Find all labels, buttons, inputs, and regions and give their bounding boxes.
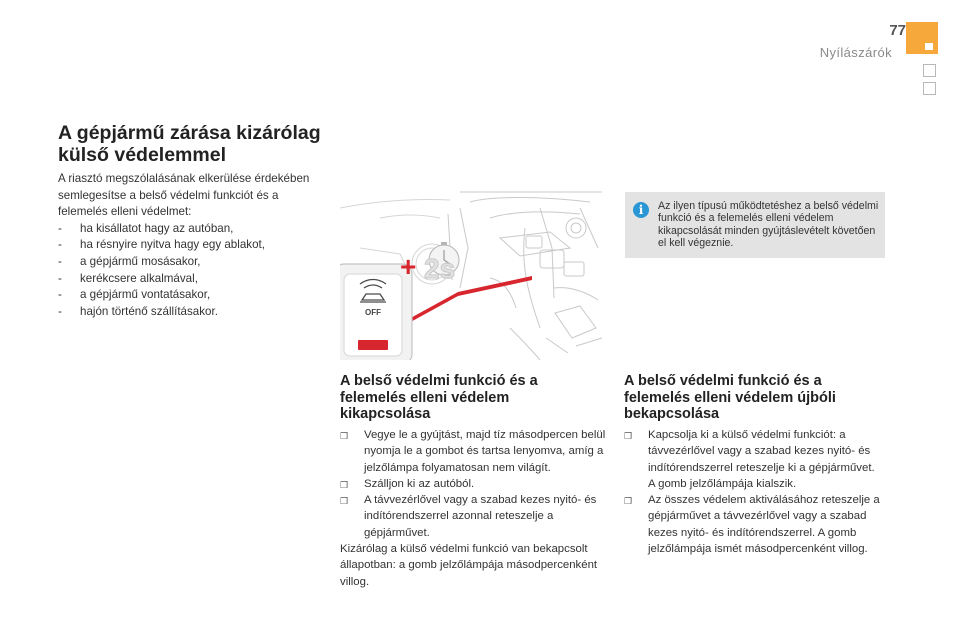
chapter-tab [906,22,938,54]
checkbox-bullet-icon: ❒ [624,496,633,507]
list-item: - a gépjármű mosásakor, [58,254,328,271]
list-item: - kerékcsere alkalmával, [58,271,328,288]
checkbox-bullet-icon: ❒ [340,431,349,441]
info-text: Az ilyen típusú működtetéshez a belső védelmi funkció és a felemelés elleni védelem kikapcsolását minden gyújtáslevételt követően el kell végeznie. [658,200,879,250]
section-name: Nyílászárók [819,45,892,60]
section-title-reactivation: A belső védelmi funkció és a felemelés elleni védelem újbóli bekapcsolása [624,373,836,422]
list-item: - a gépjármű vontatásakor, [58,287,328,304]
deactivation-note: Kizárólag a külső védelmi funkció van bekapcsolt állapotban: a gomb jelzőlámpája másodpercenként villog. [340,543,598,588]
tab-box-icon [923,82,936,95]
section-title-deactivation: A belső védelmi funkció és a felemelés elleni védelem kikapcsolása [340,373,538,422]
tab-box-icon [923,64,936,77]
dash-marker: - [58,288,62,302]
situation-list [58,221,328,321]
list-item: - ha résnyire nyitva hagy egy ablakot, [58,237,328,254]
tab-marker-icon [925,43,933,50]
info-box [625,192,885,258]
svg-text:+: + [400,251,417,282]
page-title: A gépjármű zárása kizárólag külső védelemmel [58,122,321,166]
svg-text:2s: 2s [424,253,456,284]
list-item: ❒ A távvezérlővel vagy a szabad kezes nyitó- és indítórendszerrel azonnal reteszelje a gépjárművet. [340,494,597,539]
dashboard-illustration [340,188,602,360]
svg-text:OFF: OFF [365,308,381,317]
list-item: ❒ Szálljon ki az autóból. [340,476,606,492]
step-list [340,427,606,541]
checkbox-bullet-icon: ❒ [624,431,633,441]
dash-marker: - [58,238,62,252]
intro-paragraph: A riasztó megszólalásának elkerülése érdekében semlegesítse a belső védelmi funkciót és a felemelés elleni védelmet: [58,172,310,219]
checkbox-bullet-icon: ❒ [340,496,349,507]
dash-marker: - [58,304,62,318]
dash-marker: - [58,254,62,268]
deactivation-steps [340,427,606,590]
list-item: ❒ Kapcsolja ki a külső védelmi funkciót: a távvezérlővel vagy a szabad kezes nyitó- és indítórendszerrel reteszelje ki a gépjárművet. A gomb jelzőlámpája kialszik. [624,429,875,490]
info-icon: i [633,202,649,218]
reactivation-steps [624,427,882,557]
dash-marker: - [58,271,62,285]
list-item: - ha kisállatot hagy az autóban, [58,221,328,238]
step-list [624,427,882,557]
dash-marker: - [58,221,62,235]
list-item: ❒ Az összes védelem aktiválásához reteszelje a gépjárművet a távvezérlővel vagy a szabad kezes nyitó- és indítórendszerrel. A gomb jelzőlámpája ismét másodpercenként villog. [624,494,880,556]
checkbox-bullet-icon: ❒ [340,479,349,490]
list-item: ❒ Vegye le a gyújtást, majd tíz másodpercen belül nyomja le a gombot és tartsa lenyomva, amíg a jelzőlámpa folyamatosan nem világít. [340,429,606,474]
list-item: - hajón történő szállításakor. [58,304,328,321]
intro-text-block [58,171,328,320]
page-number: 77 [889,22,906,39]
